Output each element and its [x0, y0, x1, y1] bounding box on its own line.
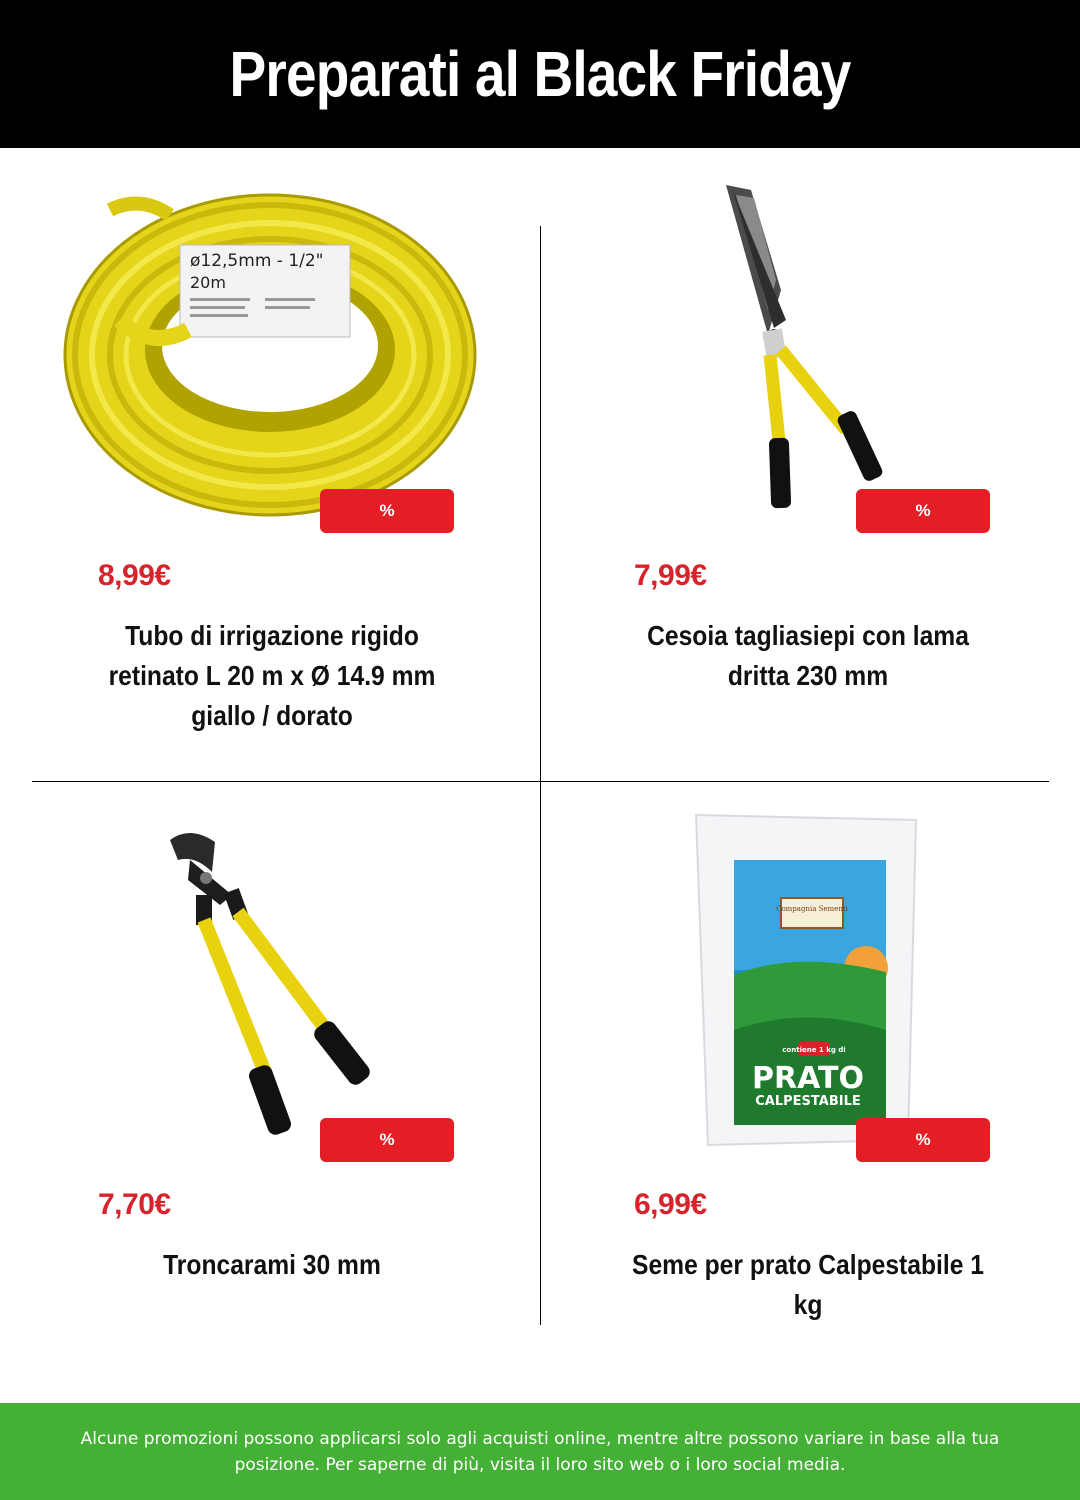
hedge-shears-image[interactable]	[536, 170, 1076, 540]
discount-badge[interactable]: %	[856, 1118, 990, 1162]
product-title[interactable]: Cesoia tagliasiepi con lama dritta 230 mm	[647, 620, 969, 691]
product-card-grass-seed[interactable]	[536, 800, 1076, 1360]
product-title[interactable]: Seme per prato Calpestabile 1 kg	[632, 1249, 984, 1320]
product-card-hedge-shears[interactable]	[536, 170, 1076, 770]
discount-badge[interactable]: %	[320, 1118, 454, 1162]
hose-label-length: 20m	[190, 273, 226, 292]
bag-name: PRATO	[752, 1061, 864, 1096]
garden-hose-image[interactable]	[0, 170, 540, 540]
hose-label-diameter: ø12,5mm - 1/2"	[190, 251, 324, 271]
bag-brand: Compagnia Sementi	[776, 905, 848, 913]
product-card-lopper[interactable]	[0, 800, 540, 1360]
product-price: 7,99€	[634, 559, 707, 592]
header-banner	[0, 0, 1080, 148]
product-price: 7,70€	[98, 1188, 171, 1221]
page-title: Preparati al Black Friday	[229, 38, 851, 110]
product-price: 6,99€	[634, 1188, 707, 1221]
footer-text: Alcune promozioni possono applicarsi solo agli acquisti online, mentre altre possono variare in base alla tua posizione. Per saperne di più, visita il loro sito web o i loro social media.	[80, 1428, 1000, 1475]
divider-horizontal	[32, 781, 1049, 782]
discount-badge[interactable]: %	[856, 489, 990, 533]
product-title[interactable]: Tubo di irrigazione rigido retinato L 20 m x Ø 14.9 mm giallo / dorato	[108, 620, 436, 731]
lopper-image[interactable]	[0, 800, 540, 1170]
discount-badge[interactable]: %	[320, 489, 454, 533]
product-card-hose[interactable]	[0, 170, 540, 770]
bag-subtitle: CALPESTABILE	[755, 1094, 861, 1109]
footer-disclaimer	[0, 1403, 1080, 1500]
grass-seed-bag-image[interactable]	[536, 800, 1076, 1170]
product-price: 8,99€	[98, 559, 171, 592]
bag-weight: contiene 1 kg di	[782, 1046, 846, 1054]
product-title[interactable]: Troncarami 30 mm	[163, 1249, 381, 1280]
